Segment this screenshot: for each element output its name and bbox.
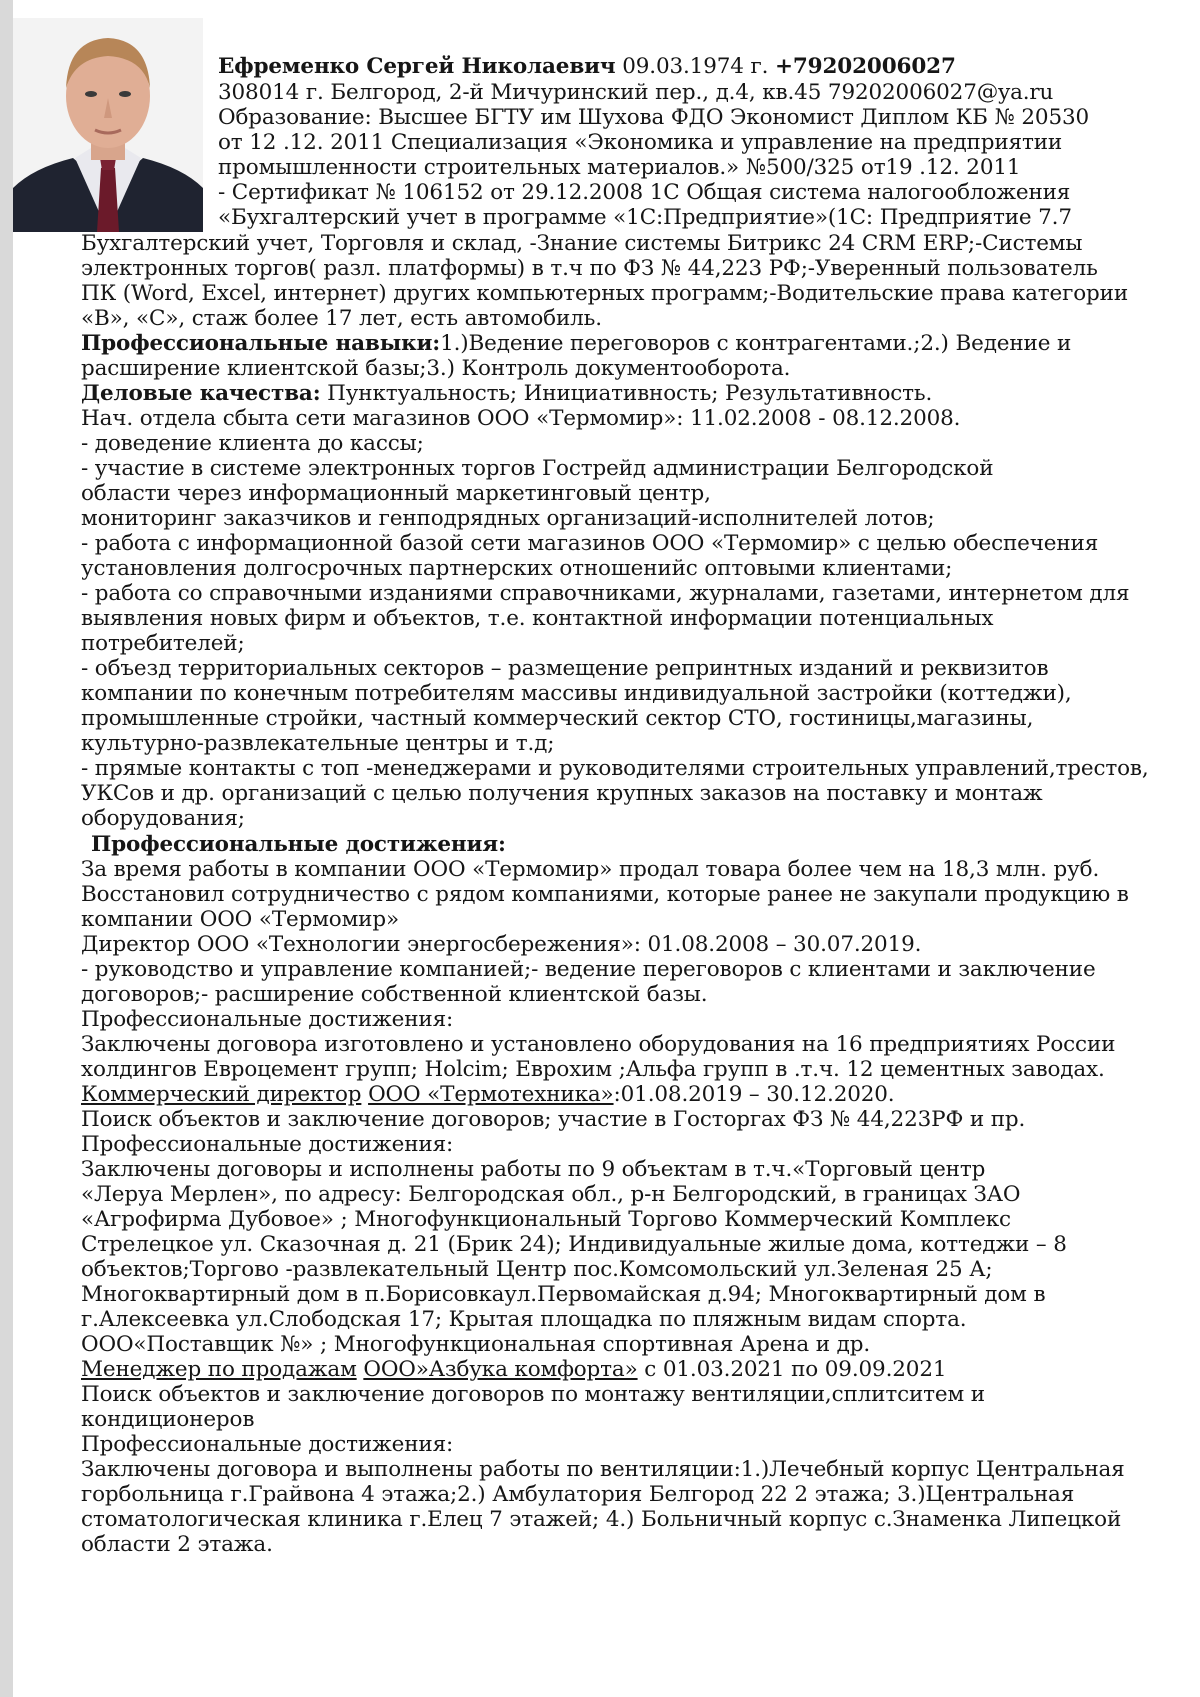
text-line: компании по конечным потребителям массивы индивидуальной застройки (коттеджи), — [81, 681, 1072, 706]
text-line: холдингов Евроцемент групп; Holcim; Еврохим ;Альфа групп в .т.ч. 12 цементных заводах. — [81, 1057, 1105, 1082]
text-line: За время работы в компании ООО «Термомир» продал товара более чем на 18,3 млн. руб. — [81, 857, 1100, 882]
text-line: мониторинг заказчиков и генподрядных организаций-исполнителей лотов; — [81, 506, 935, 531]
text-line: Стрелецкое ул. Сказочная д. 21 (Брик 24); Индивидуальные жилые дома, коттеджи – 8 — [81, 1232, 1067, 1257]
education-line: промышленности строительных материалов.» №500/325 от19 .12. 2011 — [218, 155, 1021, 180]
text-line: - доведение клиента до кассы; — [81, 431, 424, 456]
achievements-heading: Профессиональные достижения: — [91, 832, 506, 857]
skills-text: 1.)Ведение переговоров с контрагентами.;2.) Ведение и — [440, 331, 1072, 356]
achievements-label: Профессиональные достижения: — [81, 1432, 454, 1457]
text-line: электронных торгов( разл. платформы) в т.ч по ФЗ № 44,223 РФ;-Уверенный пользователь — [81, 256, 1098, 281]
person-name: Ефременко Сергей Николаевич — [218, 54, 616, 79]
text-line: кондиционеров — [81, 1407, 255, 1432]
text-line: «Леруа Мерлен», по адресу: Белгородская обл., р-н Белгородский, в границах ЗАО — [81, 1182, 1021, 1207]
text-line: - прямые контакты с топ -менеджерами и руководителями строительных управлений,трестов, — [81, 756, 1149, 781]
education-line: «Бухгалтерский учет в программе «1С:Предприятие»(1С: Предприятие 7.7 — [218, 205, 1072, 230]
job-title-line: Директор ООО «Технологии энергосбережения»: 01.08.2008 – 30.07.2019. — [81, 932, 922, 957]
text-line: горбольница г.Грайвона 4 этажа;2.) Амбулатория Белгород 22 2 этажа; 3.)Центральная — [81, 1482, 1075, 1507]
text-line: Бухгалтерский учет, Торговля и склад, -Знание системы Битрикс 24 CRM ERP;-Системы — [81, 231, 1083, 256]
achievements-label: Профессиональные достижения: — [81, 1007, 454, 1032]
qualities-text: Пунктуальность; Инициативность; Результативность. — [320, 381, 933, 406]
text-line: оборудования; — [81, 806, 245, 831]
text-line: объектов;Торгово -развлекательный Центр пос.Комсомольский ул.Зеленая 25 А; — [81, 1257, 993, 1282]
birth-date: 09.03.1974 г. — [622, 54, 769, 79]
text-line: ПК (Word, Excel, интернет) других компьютерных программ;-Водительские права категории — [81, 281, 1129, 306]
text-line: Многоквартирный дом в п.Борисовкаул.Первомайская д.94; Многоквартирный дом в — [81, 1282, 1046, 1307]
text-line: Заключены договора изготовлено и установлено оборудования на 16 предприятиях России — [81, 1032, 1116, 1057]
job-title-line — [81, 1082, 895, 1108]
qualities-heading: Деловые качества: — [81, 381, 321, 406]
text-line: Заключены договора и выполнены работы по вентиляции:1.)Лечебный корпус Центральная — [81, 1457, 1125, 1482]
job-position: Коммерческий директор — [81, 1082, 362, 1107]
text-line: потребителей; — [81, 631, 245, 656]
job-position: Менеджер по продажам — [81, 1357, 357, 1382]
text-line: - участие в системе электронных торгов Гострейд администрации Белгородской — [81, 456, 994, 481]
text-line: Поиск объектов и заключение договоров; участие в Госторгах ФЗ № 44,223РФ и пр. — [81, 1107, 1026, 1132]
text-line: Поиск объектов и заключение договоров по монтажу вентиляции,сплитситем и — [81, 1382, 985, 1407]
qualities-line — [81, 381, 932, 407]
text-line: установления долгосрочных партнерских отношенийс оптовыми клиентами; — [81, 556, 953, 581]
text-line: Заключены договоры и исполнены работы по 9 объектам в т.ч.«Торговый центр — [81, 1157, 986, 1182]
text-line: компании ООО «Термомир» — [81, 907, 399, 932]
text-line: УКСов и др. организаций с целью получения крупных заказов на поставку и монтаж — [81, 781, 1043, 806]
text-line: г.Алексеевка ул.Слободская 17; Крытая площадка по пляжным видам спорта. — [81, 1307, 967, 1332]
text-line: «Агрофирма Дубовое» ; Многофункциональный Торгово Коммерческий Комплекс — [81, 1207, 1011, 1232]
header-line — [218, 54, 956, 80]
profile-photo — [13, 18, 203, 232]
skills-heading: Профессиональные навыки: — [81, 331, 441, 356]
text-line: - работа с информационной базой сети магазинов ООО «Термомир» с целью обеспечения — [81, 531, 1099, 556]
education-line: Образование: Высшее БГТУ им Шухова ФДО Экономист Диплом КБ № 20530 — [218, 105, 1090, 130]
achievements-label: Профессиональные достижения: — [81, 1132, 454, 1157]
text-line: ООО«Поставщик №» ; Многофункциональная спортивная Арена и др. — [81, 1332, 871, 1357]
text-line: области 2 этажа. — [81, 1532, 273, 1557]
company-name: ООО»Азбука комфорта» — [363, 1357, 638, 1382]
text-line: промышленные стройки, частный коммерческий сектор СТО, гостиницы,магазины, — [81, 706, 1034, 731]
skills-line — [81, 331, 1071, 357]
phone-number: +79202006027 — [774, 54, 956, 79]
education-line: от 12 .12. 2011 Специализация «Экономика и управление на предприятии — [218, 130, 1063, 155]
education-line: - Сертификат № 106152 от 29.12.2008 1С Общая система налогообложения — [218, 180, 1071, 205]
text-line: - работа со справочными изданиями справочниками, журналами, газетами, интернетом для — [81, 581, 1130, 606]
text-line: культурно-развлекательные центры и т.д; — [81, 731, 555, 756]
job-title-line — [81, 1357, 946, 1383]
job-title-line: Нач. отдела сбыта сети магазинов ООО «Термомир»: 11.02.2008 - 08.12.2008. — [81, 406, 961, 431]
company-name: ООО «Термотехника» — [368, 1082, 614, 1107]
text-line: Восстановил сотрудничество с рядом компаниями, которые ранее не закупали продукцию в — [81, 882, 1129, 907]
text-line: стоматологическая клиника г.Елец 7 этажей; 4.) Больничный корпус с.Знаменка Липецкой — [81, 1507, 1122, 1532]
job-dates: с 01.03.2021 по 09.09.2021 — [637, 1357, 947, 1382]
text-line: - объезд территориальных секторов – размещение репринтных изданий и реквизитов — [81, 656, 1049, 681]
text-line: договоров;- расширение собственной клиентской базы. — [81, 982, 708, 1007]
resume-page — [13, 0, 1200, 1697]
text-line: «В», «С», стаж более 17 лет, есть автомобиль. — [81, 306, 602, 331]
text-line: - руководство и управление компанией;- ведение переговоров с клиентами и заключение — [81, 957, 1096, 982]
text-line: области через информационный маркетинговый центр, — [81, 481, 711, 506]
job-dates: :01.08.2019 – 30.12.2020. — [613, 1082, 895, 1107]
text-line: выявления новых фирм и объектов, т.е. контактной информации потенциальных — [81, 606, 994, 631]
address: 308014 г. Белгород, 2-й Мичуринский пер., д.4, кв.45 79202006027@ya.ru — [218, 80, 1054, 105]
text-line: расширение клиентской базы;3.) Контроль документооборота. — [81, 356, 791, 381]
